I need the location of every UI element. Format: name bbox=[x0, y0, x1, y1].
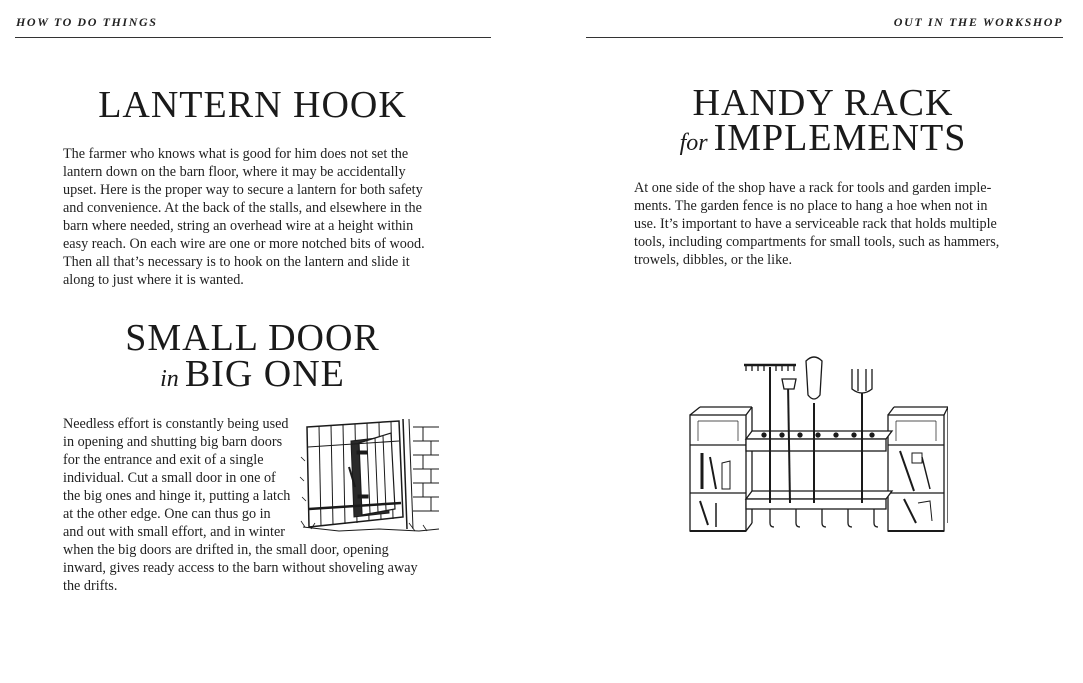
handy-rack-title-big-word: IMPLEMENTS bbox=[713, 117, 967, 159]
small-door-title-line1: SMALL DOOR bbox=[125, 317, 380, 359]
small-door-title-line2 bbox=[40, 353, 465, 397]
header-rule-right bbox=[586, 37, 1063, 38]
lantern-hook-body: The farmer who knows what is good for him does not set the lantern down on the barn floor, where it may be accidentally upset. Here is the proper way to secure a lantern for both safety and convenience. At the back of the stalls, and elsewhere in the barn where needed, string an overhead wire at a height within easy reach. On each wire are one or more notched bits of wood. Then all that’s necessary is to hook on the lantern and slide it along to just where it is wanted. bbox=[63, 146, 425, 288]
handy-rack-body: At one side of the shop have a rack for tools and garden implements. The garden fence is no place to hang a hoe when not in use. It’s important to have a serviceable rack that holds multiple tools, including compartments for small tools, such as hammers, trowels, dibbles, or the like. bbox=[634, 180, 1000, 268]
tool-rack-illustration-icon bbox=[686, 353, 948, 558]
handy-rack-title-line1: HANDY RACK bbox=[692, 82, 954, 124]
lantern-hook-title-text: LANTERN HOOK bbox=[98, 84, 407, 126]
small-door-title bbox=[40, 317, 465, 397]
barn-door-illustration-icon bbox=[299, 417, 441, 533]
small-door-body: Needless effort is constantly being used in opening and shutting big barn doors for the entrance and exit of a single individual. Cut a small door in one of the big ones and hinge it, putting a latch at the other edge. One can thus go in and out with small effort, and in winter when the big doors are drifted in, the small door, opening inward, gives ready access to the barn without shoveling away the drifts. bbox=[63, 416, 418, 594]
running-head-right: OUT IN THE WORKSHOP bbox=[893, 15, 1063, 29]
left-page bbox=[0, 0, 540, 683]
right-page bbox=[543, 0, 1083, 683]
handy-rack-title-small-word: for bbox=[679, 130, 708, 156]
header-rule-left bbox=[15, 37, 491, 38]
lantern-hook-title bbox=[40, 84, 465, 126]
small-door-title-small-word: in bbox=[160, 366, 179, 392]
running-head-left: HOW TO DO THINGS bbox=[16, 15, 158, 29]
small-door-body-block bbox=[63, 415, 435, 595]
small-door-title-big-word: BIG ONE bbox=[184, 353, 345, 395]
handy-rack-title-line2 bbox=[603, 117, 1043, 161]
handy-rack-title bbox=[603, 82, 1043, 161]
